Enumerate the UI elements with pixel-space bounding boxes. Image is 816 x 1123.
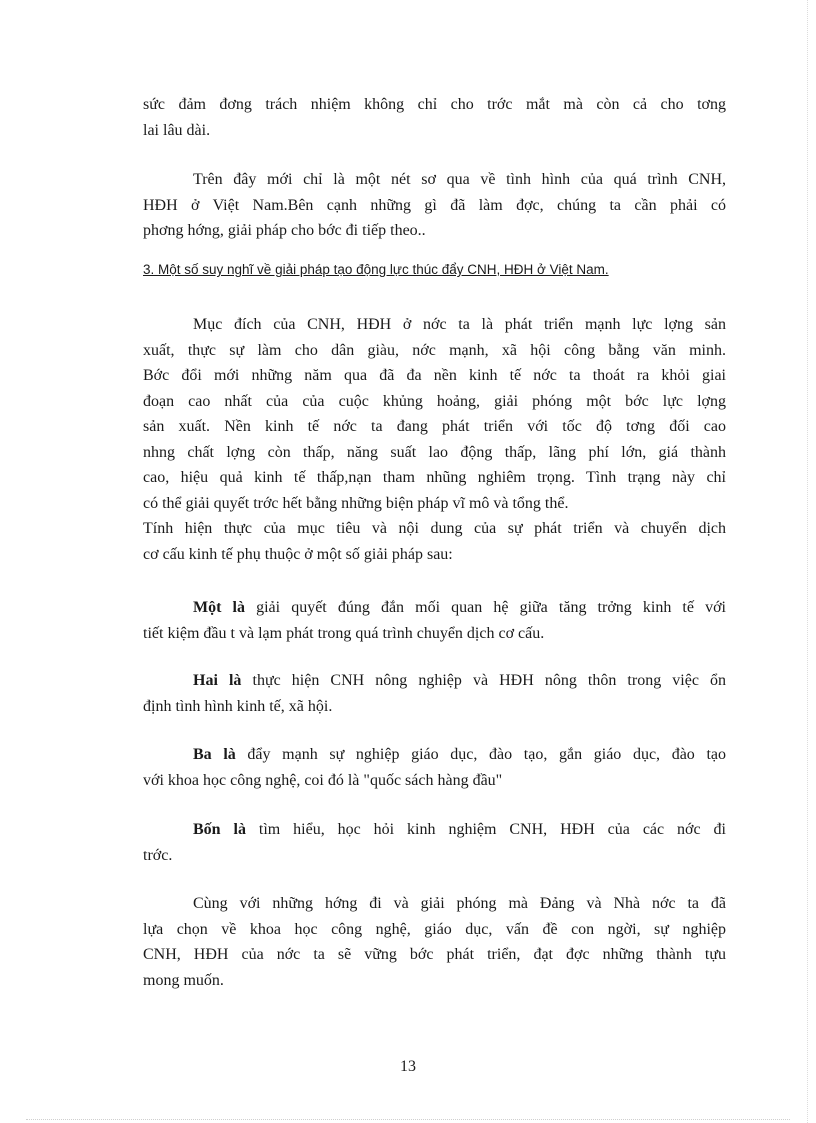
item-text: đẩy mạnh sự nghiệp giáo dục, đào tạo, gắn giáo dục, đào tạo bbox=[235, 746, 726, 763]
text-line: sức đảm đơng trách nhiệm không chỉ cho trớc mắt mà còn cả cho tơng bbox=[143, 96, 726, 113]
text-line: cao, hiệu quả kinh tế thấp,nạn tham nhũng nghiêm trọng. Tình trạng này chỉ bbox=[143, 469, 726, 486]
text-line: định tình hình kinh tế, xã hội. bbox=[143, 697, 333, 715]
text-line: nhng chất lợng còn thấp, năng suất lao động thấp, lãng phí lớn, giá thành bbox=[143, 443, 726, 461]
solution-item-four bbox=[143, 817, 726, 868]
item-lead: Một là bbox=[193, 599, 245, 616]
text-line: phơng hớng, giải pháp cho bớc đi tiếp theo.. bbox=[143, 222, 426, 239]
text-line: Mục đích của CNH, HĐH ở nớc ta là phát triển mạnh lực lợng sản bbox=[193, 316, 726, 333]
text-line: tiết kiệm đầu t và lạm phát trong quá trình chuyển dịch cơ cấu. bbox=[143, 624, 545, 642]
item-lead: Bốn là bbox=[193, 821, 246, 838]
text-line: Tính hiện thực của mục tiêu và nội dung của sự phát triển và chuyển dịch bbox=[143, 520, 726, 537]
paragraph-purpose bbox=[143, 312, 726, 567]
page-number: 13 bbox=[400, 1058, 416, 1075]
text-line: Trên đây mới chỉ là một nét sơ qua về tình hình của quá trình CNH, bbox=[193, 171, 726, 188]
text-line: CNH, HĐH của nớc ta sẽ vững bớc phát triển, đạt đợc những thành tựu bbox=[143, 946, 726, 963]
solution-item-two bbox=[143, 668, 726, 719]
text-line: mong muốn. bbox=[143, 971, 224, 989]
text-line bbox=[143, 817, 726, 843]
text-line bbox=[143, 742, 726, 768]
item-lead: Ba là bbox=[193, 746, 236, 763]
text-line: Cùng với những hớng đi và giải phóng mà Đảng và Nhà nớc ta đã bbox=[193, 895, 726, 912]
page-right-divider bbox=[807, 0, 808, 1123]
paragraph-continuation bbox=[143, 92, 726, 143]
text-line bbox=[143, 595, 726, 621]
solution-item-three bbox=[143, 742, 726, 793]
text-line: cơ cấu kinh tế phụ thuộc ở một số giải pháp sau: bbox=[143, 545, 453, 563]
text-line: với khoa học công nghệ, coi đó là "quốc sách hàng đầu" bbox=[143, 771, 503, 789]
text-line: xuất, thực sự làm cho dân giàu, nớc mạnh, xã hội công bằng văn minh. bbox=[143, 341, 726, 359]
paragraph-overview bbox=[143, 167, 726, 244]
text-line bbox=[143, 668, 726, 694]
item-text: tìm hiểu, học hỏi kinh nghiệm CNH, HĐH của các nớc đi bbox=[245, 821, 727, 838]
item-lead: Hai là bbox=[193, 672, 242, 689]
text-line: HĐH ở Việt Nam.Bên cạnh những gì đã làm đợc, chúng ta cần phải có bbox=[143, 196, 726, 214]
text-line: có thể giải quyết trớc hết bằng những biện pháp vĩ mô và tổng thể. bbox=[143, 494, 569, 512]
item-text: thực hiện CNH nông nghiệp và HĐH nông thôn trong việc ổn bbox=[241, 672, 726, 689]
text-line: lai lâu dài. bbox=[143, 121, 211, 139]
text-line: Bớc đổi mới những năm qua đã đa nền kinh tế nớc ta thoát ra khỏi giai bbox=[143, 367, 726, 384]
solution-item-one bbox=[143, 595, 726, 646]
text-line: trớc. bbox=[143, 846, 173, 864]
page-bottom-divider bbox=[26, 1119, 790, 1120]
text-line: lựa chọn về khoa học công nghệ, giáo dục, vấn đề con ngời, sự nghiệp bbox=[143, 920, 726, 938]
section-heading: 3. Một số suy nghĩ về giải pháp tạo động lực thúc đẩy CNH, HĐH ở Việt Nam. bbox=[143, 262, 609, 277]
item-text: giải quyết đúng đắn mối quan hệ giữa tăng trởng kinh tế với bbox=[244, 599, 726, 616]
paragraph-conclusion bbox=[143, 891, 726, 993]
text-line: đoạn cao nhất của của cuộc khủng hoảng, giải phóng một bớc lực lợng bbox=[143, 392, 726, 410]
text-line: sản xuất. Nền kinh tế nớc ta đang phát triển với tốc độ tơng đối cao bbox=[143, 418, 726, 435]
